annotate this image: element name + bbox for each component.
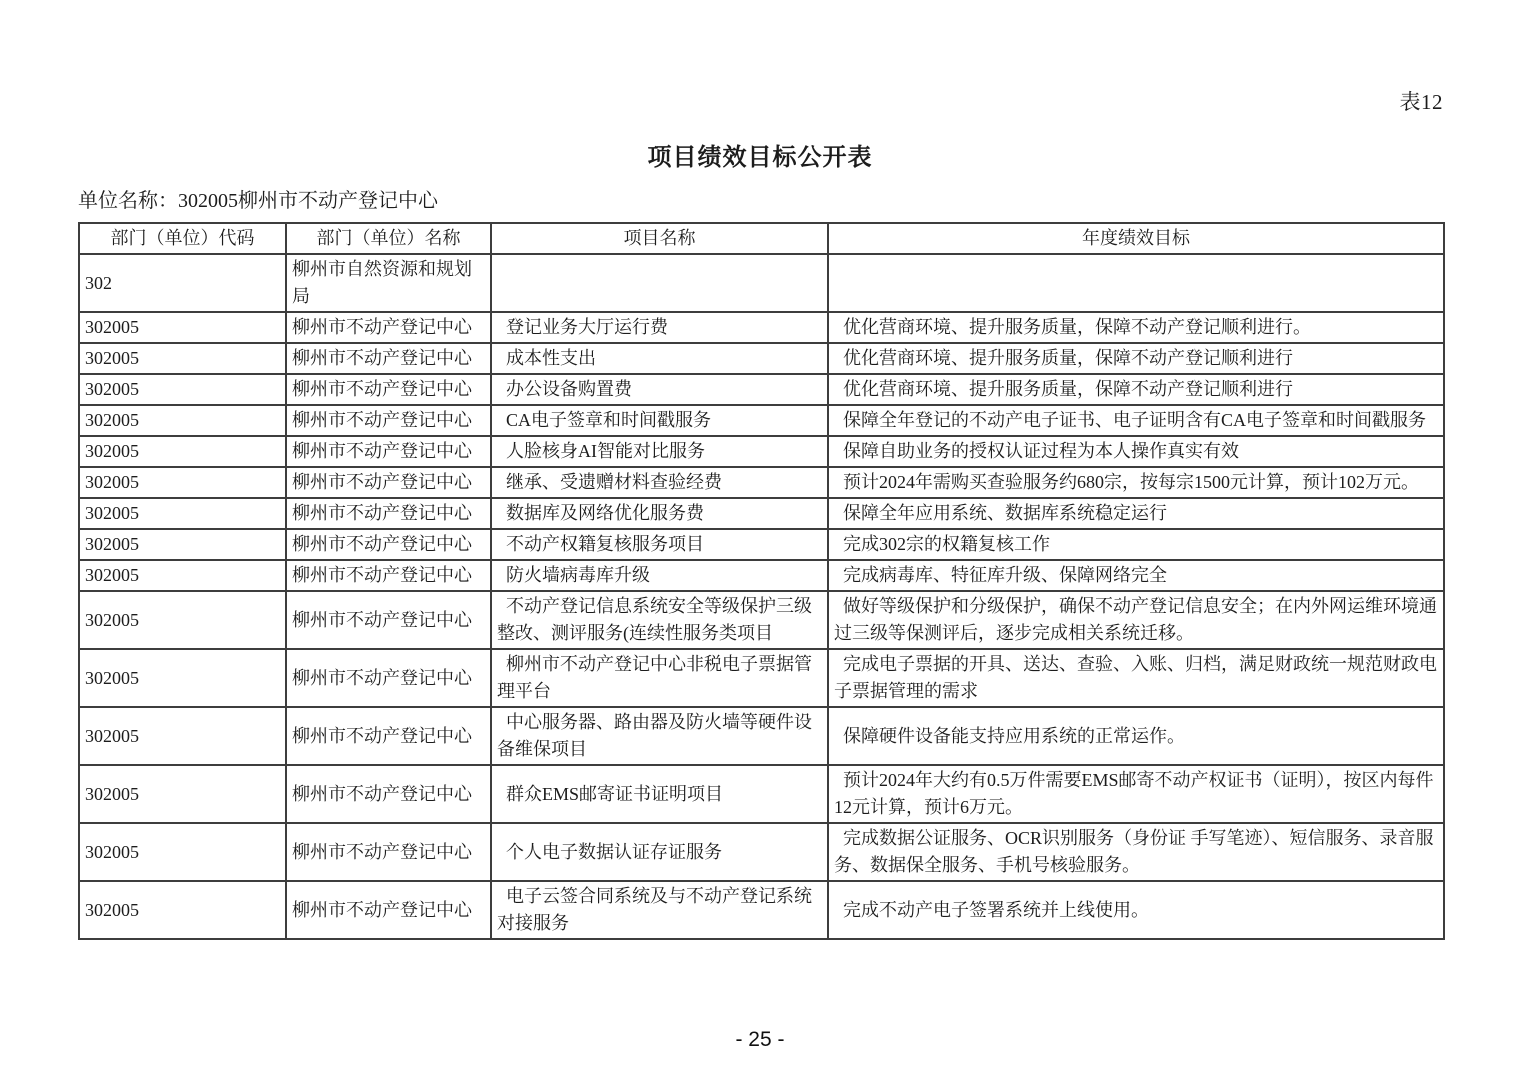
performance-target-table (78, 222, 1445, 940)
col-header-project-name: 项目名称 (491, 223, 828, 254)
cell-annual-target: 完成不动产电子签署系统并上线使用。 (828, 881, 1444, 939)
cell-department-name: 柳州市不动产登记中心 (286, 498, 491, 529)
col-header-annual-target: 年度绩效目标 (828, 223, 1444, 254)
cell-department-name: 柳州市不动产登记中心 (286, 467, 491, 498)
cell-department-code: 302005 (79, 707, 286, 765)
cell-project-name: 电子云签合同系统及与不动产登记系统对接服务 (491, 881, 828, 939)
table-row (79, 374, 1444, 405)
cell-department-name: 柳州市不动产登记中心 (286, 707, 491, 765)
page-title: 项目绩效目标公开表 (647, 145, 873, 171)
cell-department-code: 302005 (79, 649, 286, 707)
cell-project-name: 不动产权籍复核服务项目 (491, 529, 828, 560)
cell-department-code: 302005 (79, 405, 286, 436)
cell-project-name: 人脸核身AI智能对比服务 (491, 436, 828, 467)
cell-department-code: 302005 (79, 765, 286, 823)
cell-project-name: 防火墙病毒库升级 (491, 560, 828, 591)
table-row (79, 467, 1444, 498)
table-number-label: 表12 (1399, 90, 1443, 114)
cell-department-code: 302005 (79, 436, 286, 467)
cell-department-code: 302005 (79, 591, 286, 649)
cell-department-name: 柳州市不动产登记中心 (286, 765, 491, 823)
cell-department-code: 302 (79, 254, 286, 312)
cell-department-name: 柳州市自然资源和规划局 (286, 254, 491, 312)
cell-annual-target: 保障自助业务的授权认证过程为本人操作真实有效 (828, 436, 1444, 467)
cell-annual-target (828, 254, 1444, 312)
cell-annual-target: 保障全年登记的不动产电子证书、电子证明含有CA电子签章和时间戳服务 (828, 405, 1444, 436)
cell-department-code: 302005 (79, 823, 286, 881)
cell-project-name: 个人电子数据认证存证服务 (491, 823, 828, 881)
cell-department-code: 302005 (79, 374, 286, 405)
table-row (79, 436, 1444, 467)
cell-department-name: 柳州市不动产登记中心 (286, 436, 491, 467)
cell-annual-target: 保障硬件设备能支持应用系统的正常运作。 (828, 707, 1444, 765)
cell-annual-target: 优化营商环境、提升服务质量，保障不动产登记顺利进行 (828, 374, 1444, 405)
cell-annual-target: 完成电子票据的开具、送达、查验、入账、归档，满足财政统一规范财政电子票据管理的需求 (828, 649, 1444, 707)
cell-department-code: 302005 (79, 343, 286, 374)
cell-annual-target: 完成302宗的权籍复核工作 (828, 529, 1444, 560)
table-row (79, 312, 1444, 343)
cell-department-code: 302005 (79, 467, 286, 498)
cell-project-name (491, 254, 828, 312)
cell-annual-target: 做好等级保护和分级保护，确保不动产登记信息安全；在内外网运维环境通过三级等保测评后，逐步完成相关系统迁移。 (828, 591, 1444, 649)
cell-annual-target: 预计2024年需购买查验服务约680宗，按每宗1500元计算，预计102万元。 (828, 467, 1444, 498)
cell-department-code: 302005 (79, 498, 286, 529)
cell-annual-target: 完成数据公证服务、OCR识别服务（身份证 手写笔迹）、短信服务、录音服务、数据保全服务、手机号核验服务。 (828, 823, 1444, 881)
cell-project-name: 柳州市不动产登记中心非税电子票据管理平台 (491, 649, 828, 707)
cell-project-name: 中心服务器、路由器及防火墙等硬件设备维保项目 (491, 707, 828, 765)
cell-project-name: 数据库及网络优化服务费 (491, 498, 828, 529)
table-row (79, 881, 1444, 939)
unit-name-line: 单位名称：302005柳州市不动产登记中心 (78, 190, 438, 212)
cell-department-name: 柳州市不动产登记中心 (286, 343, 491, 374)
cell-department-name: 柳州市不动产登记中心 (286, 560, 491, 591)
cell-department-name: 柳州市不动产登记中心 (286, 374, 491, 405)
cell-project-name: 群众EMS邮寄证书证明项目 (491, 765, 828, 823)
cell-department-name: 柳州市不动产登记中心 (286, 881, 491, 939)
cell-department-name: 柳州市不动产登记中心 (286, 405, 491, 436)
table-row (79, 343, 1444, 374)
col-header-department-code: 部门（单位）代码 (79, 223, 286, 254)
cell-annual-target: 保障全年应用系统、数据库系统稳定运行 (828, 498, 1444, 529)
cell-department-code: 302005 (79, 312, 286, 343)
cell-department-name: 柳州市不动产登记中心 (286, 823, 491, 881)
cell-department-code: 302005 (79, 529, 286, 560)
cell-project-name: 继承、受遗赠材料查验经费 (491, 467, 828, 498)
cell-annual-target: 完成病毒库、特征库升级、保障网络完全 (828, 560, 1444, 591)
cell-annual-target: 优化营商环境、提升服务质量，保障不动产登记顺利进行 (828, 343, 1444, 374)
cell-project-name: 登记业务大厅运行费 (491, 312, 828, 343)
cell-department-code: 302005 (79, 881, 286, 939)
cell-annual-target: 预计2024年大约有0.5万件需要EMS邮寄不动产权证书（证明），按区内每件12元计算，预计6万元。 (828, 765, 1444, 823)
table-row (79, 707, 1444, 765)
cell-department-code: 302005 (79, 560, 286, 591)
table-row (79, 560, 1444, 591)
table-row (79, 649, 1444, 707)
cell-department-name: 柳州市不动产登记中心 (286, 591, 491, 649)
cell-project-name: 不动产登记信息系统安全等级保护三级整改、测评服务(连续性服务类项目 (491, 591, 828, 649)
table-row (79, 591, 1444, 649)
table-row (79, 823, 1444, 881)
cell-annual-target: 优化营商环境、提升服务质量，保障不动产登记顺利进行。 (828, 312, 1444, 343)
cell-department-name: 柳州市不动产登记中心 (286, 312, 491, 343)
table-row (79, 498, 1444, 529)
cell-project-name: 办公设备购置费 (491, 374, 828, 405)
col-header-department-name: 部门（单位）名称 (286, 223, 491, 254)
table-header-row (79, 223, 1444, 254)
table-body (79, 254, 1444, 939)
table-row (79, 765, 1444, 823)
page-number: - 25 - (735, 1028, 785, 1051)
cell-project-name: 成本性支出 (491, 343, 828, 374)
cell-department-name: 柳州市不动产登记中心 (286, 649, 491, 707)
cell-department-name: 柳州市不动产登记中心 (286, 529, 491, 560)
cell-project-name: CA电子签章和时间戳服务 (491, 405, 828, 436)
table-row (79, 529, 1444, 560)
table-row (79, 405, 1444, 436)
table-row (79, 254, 1444, 312)
